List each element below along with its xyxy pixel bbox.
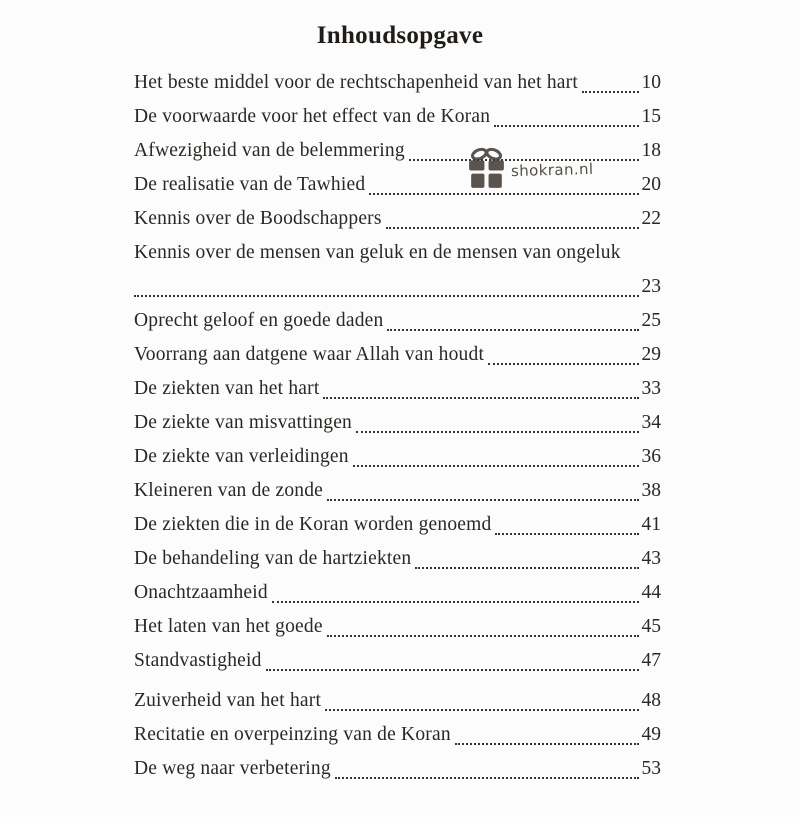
toc-entry-page: 20 [641,173,661,195]
dot-leader [386,227,639,229]
toc-entry [134,610,661,644]
toc-entry-page: 45 [641,615,661,637]
page-title: Inhoudsopgave [316,21,484,49]
toc-entry-label: De ziekte van misvattingen [134,411,353,433]
toc-entry-page: 44 [641,581,661,603]
dot-leader [353,465,639,467]
toc-entry-label: Het laten van het goede [134,615,323,637]
toc-entry-page: 22 [641,207,661,229]
toc-entry-label: De realisatie van de Tawhied [134,173,366,195]
toc-entry [134,304,661,338]
watermark-text: shokran.nl [510,159,594,180]
toc-entry [134,202,661,236]
dot-leader [488,363,638,365]
toc-entry-label: De ziekten van het hart [134,377,320,399]
toc-entry [134,66,661,100]
toc-entry [134,440,661,474]
toc-entry [134,508,661,542]
toc-entry [134,718,661,752]
toc-entry-page: 10 [641,71,661,93]
dot-leader [134,295,639,297]
toc-entry [134,474,661,508]
toc-entry-page: 43 [641,547,661,569]
toc-entry [134,542,661,576]
toc-entry [134,752,661,786]
toc-entry-label: Kennis over de Boodschappers [134,207,382,229]
toc-entry-label: De ziekte van verleidingen [134,445,349,467]
toc-entry-page: 53 [641,757,661,779]
toc-entry-label: Kleineren van de zonde [134,479,324,501]
toc-entry-page: 38 [641,479,661,501]
toc-entry [134,168,661,202]
toc-entry-page: 15 [641,105,661,127]
dot-leader [323,397,638,399]
dot-leader [415,567,638,569]
dot-leader [272,601,639,603]
dot-leader [409,159,639,161]
dot-leader [356,431,638,433]
toc-entry-page: 36 [641,445,661,467]
toc-entry-page: 34 [641,411,661,433]
toc-entry-page: 49 [641,723,661,745]
toc-entry-page: 29 [641,343,661,365]
toc-entry [134,684,661,718]
toc-entry-page: 33 [641,377,661,399]
dot-leader [369,193,638,195]
toc-entry-label: De weg naar verbetering [134,757,331,779]
toc-entry [134,236,661,270]
toc-entry-label: De voorwaarde voor het effect van de Koran [134,105,491,127]
toc-entry-label: Recitatie en overpeinzing van de Koran [134,723,451,745]
dot-leader [327,635,639,637]
toc-entry-label: Voorrang aan datgene waar Allah van houdt [134,343,485,365]
toc-entry-page: 41 [641,513,661,535]
toc-entry-label: Onachtzaamheid [134,581,268,603]
toc-entry-label: De behandeling van de hartziekten [134,547,412,569]
toc-entry-label: Het beste middel voor de rechtschapenheid van het hart [134,71,578,93]
toc-entry-page: 48 [641,689,661,711]
toc-entry [134,576,661,610]
toc-entry-page: 47 [641,649,661,671]
toc-entry-label: Oprecht geloof en goede daden [134,309,384,331]
toc-entry [134,100,661,134]
toc-entry [134,338,661,372]
toc-entry-label: Afwezigheid van de belemmering [134,139,405,161]
dot-leader [387,329,638,331]
toc-entry-page: 25 [641,309,661,331]
table-of-contents [134,66,661,786]
dot-leader [335,777,639,779]
dot-leader [327,499,638,501]
toc-entry [134,134,661,168]
toc-entry-page: 18 [641,139,661,161]
dot-leader [325,709,638,711]
toc-entry-label: Zuiverheid van het hart [134,689,322,711]
toc-entry [134,406,661,440]
toc-entry-label: De ziekten die in de Koran worden genoemd [134,513,492,535]
dot-leader [266,669,639,671]
toc-entry-continuation [134,270,661,304]
toc-entry [134,644,661,678]
dot-leader [455,743,639,745]
toc-entry-label: Standvastigheid [134,649,262,671]
dot-leader [582,91,639,93]
toc-entry-page: 23 [641,275,661,297]
toc-entry [134,372,661,406]
dot-leader [494,125,638,127]
toc-entry-label: Kennis over de mensen van geluk en de mensen van ongeluk [134,241,621,263]
dot-leader [495,533,638,535]
